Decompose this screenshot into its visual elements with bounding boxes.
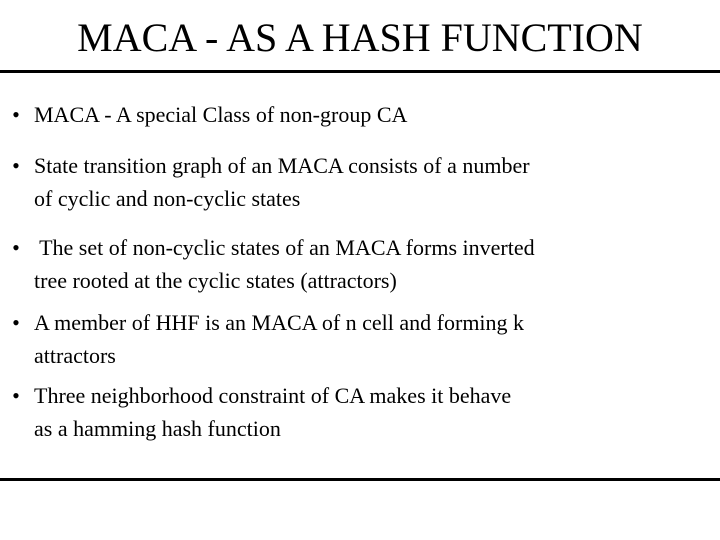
- bullet-line: attractors: [34, 343, 116, 368]
- bullet-line: The set of non-cyclic states of an MACA forms inverted: [34, 235, 535, 260]
- bullet-dot-icon: •: [12, 383, 20, 408]
- bullet-line: of cyclic and non-cyclic states: [34, 186, 301, 211]
- bullet-dot-icon: •: [12, 310, 20, 335]
- footer-divider-line: [0, 478, 720, 481]
- bullet-dot-icon: •: [12, 102, 20, 127]
- bullet-text: [34, 379, 716, 445]
- bullet-line: Three neighborhood constraint of CA makes it behave: [34, 383, 512, 408]
- bullet-line: State transition graph of an MACA consists of a number: [34, 153, 530, 178]
- bullet-text: [34, 306, 716, 372]
- bullet-dot-icon: •: [12, 153, 20, 178]
- slide-title: MACA - AS A HASH FUNCTION: [77, 15, 643, 60]
- bullet-line: A member of HHF is an MACA of n cell and forming k: [34, 310, 525, 335]
- title-divider-line: [0, 70, 720, 73]
- bullet-line: tree rooted at the cyclic states (attractors): [34, 268, 397, 293]
- bullet-line: MACA - A special Class of non-group CA: [34, 102, 408, 127]
- bullet-text: [34, 231, 716, 297]
- bullet-text: [34, 149, 716, 215]
- bullet-text: [34, 98, 716, 131]
- bullet-dot-icon: •: [12, 235, 20, 260]
- bullet-line: as a hamming hash function: [34, 416, 281, 441]
